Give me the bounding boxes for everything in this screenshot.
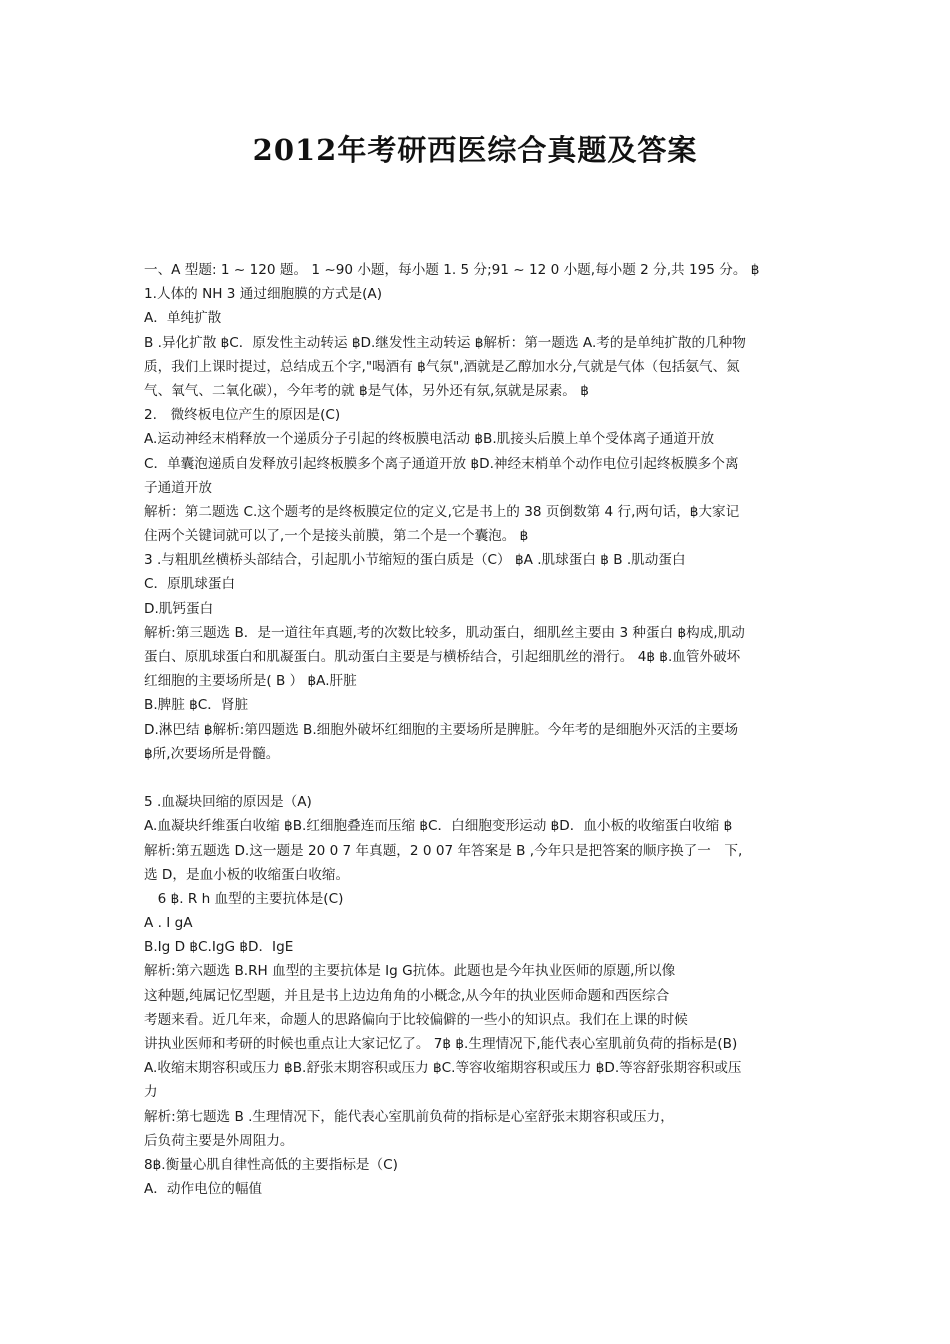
text-line: 住两个关键词就可以了,一个是接头前膜，第二个是一个囊泡。 ฿ bbox=[144, 528, 529, 545]
text-line: 6 ฿. R h 血型的主要抗体是(C) bbox=[144, 890, 344, 907]
text-line: ฿所,次要场所是骨髓。 bbox=[144, 745, 280, 762]
text-line: 这种题,纯属记忆型题，并且是书上边边角角的小概念,从今年的执业医师命题和西医综合 bbox=[144, 987, 670, 1004]
text-line: 蛋白、原肌球蛋白和肌凝蛋白。肌动蛋白主要是与横桥结合，引起细肌丝的滑行。 4฿ ฿.血管外破坏 bbox=[144, 649, 741, 665]
text-line: D.肌钙蛋白 bbox=[144, 600, 214, 617]
text-line: 一、A 型题: 1 ~ 120 题。 1 ~90 小题，每小题 1. 5 分;91 ~ 12 0 小题,每小题 2 分,共 195 分。 ฿ bbox=[144, 262, 760, 278]
text-line: 解析:第七题选 B .生理情况下，能代表心室肌前负荷的指标是心室舒张末期容积或压力， bbox=[144, 1108, 674, 1125]
text-line: 8฿.衡量心肌自律性高低的主要指标是（C) bbox=[144, 1156, 398, 1173]
text-line: 2. 微终板电位产生的原因是(C) bbox=[144, 407, 341, 424]
text-line: 1.人体的 NH 3 通过细胞膜的方式是(A) bbox=[144, 286, 383, 303]
text-line: 解析:第六题选 B.RH 血型的主要抗体是 Ig G抗体。此题也是今年执业医师的原题,所以像 bbox=[144, 963, 676, 980]
text-line: 气、氧气、二氧化碳），今年考的就 ฿是气体，另外还有氛,氛就是尿素。 ฿ bbox=[144, 382, 589, 399]
text-line: C．原肌球蛋白 bbox=[144, 576, 236, 593]
text-line: 解析：第二题选 C.这个题考的是终板膜定位的定义,它是书上的 38 页倒数第 4 行,两句话，฿大家记 bbox=[144, 503, 740, 520]
document-body bbox=[144, 258, 809, 1201]
text-line: 子通道开放 bbox=[144, 479, 212, 496]
text-line: 考题来看。近几年来，命题人的思路偏向于比较偏僻的一些小的知识点。我们在上课的时候 bbox=[144, 1011, 688, 1028]
text-line: A.运动神经末梢释放一个递质分子引起的终板膜电活动 ฿B.肌接头后膜上单个受体离子通道开放 bbox=[144, 431, 715, 448]
text-line: C．单囊泡递质自发释放引起终板膜多个离子通道开放 ฿D.神经末梢单个动作电位引起终板膜多个离 bbox=[144, 455, 739, 472]
text-line: B .异化扩散 ฿C．原发性主动转运 ฿D.继发性主动转运 ฿解析：第一题选 A.考的是单纯扩散的几种物 bbox=[144, 334, 746, 351]
text-line: D.淋巴结 ฿解析:第四题选 B.细胞外破坏红细胞的主要场所是脾脏。今年考的是细胞外灭活的主要场 bbox=[144, 721, 739, 738]
text-line: B.脾脏 ฿C．肾脏 bbox=[144, 697, 249, 714]
text-line: 选 D，是血小板的收缩蛋白收缩。 bbox=[144, 866, 350, 883]
text-line: A．动作电位的幅值 bbox=[144, 1181, 263, 1198]
text-line: 质，我们上课时提过，总结成五个字,"喝酒有 ฿气氛",酒就是乙醇加水分,气就是气体（包括氨气、氮 bbox=[144, 358, 740, 375]
text-line: A.血凝块纤维蛋白收缩 ฿B.红细胞叠连而压缩 ฿C．白细胞变形运动 ฿D．血小板的收缩蛋白收缩 ฿ bbox=[144, 818, 733, 835]
text-line: A．单纯扩散 bbox=[144, 310, 222, 327]
text-line: 红细胞的主要场所是( B ） ฿A.肝脏 bbox=[144, 673, 357, 690]
text-line: 讲执业医师和考研的时候也重点让大家记忆了。 7฿ ฿.生理情况下,能代表心室肌前负荷的指标是(B) bbox=[144, 1036, 738, 1052]
text-line: A . I gA bbox=[144, 915, 193, 932]
text-line: 后负荷主要是外周阻力。 bbox=[144, 1132, 294, 1149]
text-line: 解析:第三题选 B．是一道往年真题,考的次数比较多，肌动蛋白，细肌丝主要由 3 种蛋白 ฿构成,肌动 bbox=[144, 624, 745, 641]
text-line: B.Ig D ฿C.IgG ฿D．IgE bbox=[144, 939, 294, 956]
text-line: 解析:第五题选 D.这一题是 20 0 7 年真题，2 0 07 年答案是 B ,今年只是把答案的顺序换了一 下, bbox=[144, 842, 743, 859]
text-line: 3 .与粗肌丝横桥头部结合，引起肌小节缩短的蛋白质是（C） ฿A .肌球蛋白 ฿ B .肌动蛋白 bbox=[144, 552, 686, 569]
text-line: 力 bbox=[144, 1084, 158, 1101]
text-line: A.收缩末期容积或压力 ฿B.舒张末期容积或压力 ฿C.等容收缩期容积或压力 ฿D.等容舒张期容积或压 bbox=[144, 1060, 742, 1077]
text-line: 5 .血凝块回缩的原因是（A) bbox=[144, 794, 312, 811]
document-title: 2012年考研西医综合真题及答案 bbox=[252, 133, 698, 167]
paragraph-gap bbox=[144, 766, 809, 790]
